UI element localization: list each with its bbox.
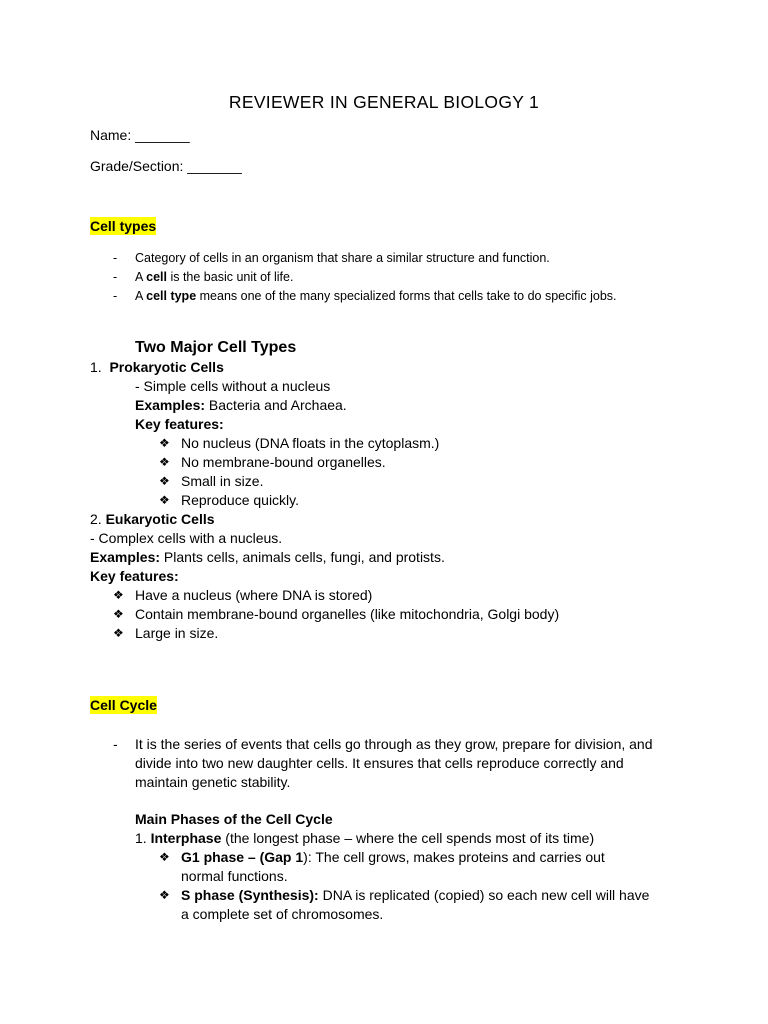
phases-heading: Main Phases of the Cell Cycle xyxy=(135,811,333,827)
prokaryotic-description: - Simple cells without a nucleus xyxy=(135,378,331,394)
document-page: REVIEWER IN GENERAL BIOLOGY 1 Name: _______ Grade/Section: _______ Cell types - Category of cells in an organism that share a similar structure and function. - A cell is the basic unit of life. - A cell type means one of the many specialized forms that cells take to do specific jobs. Two Major Cell Types 1. Prokaryotic Cells - Simple cells without a nucleus Examples: Bacteria and Archaea. Key features: ❖ No nucleus (DNA floats in the cytoplasm.) ❖ No membrane-bound organelles. ❖ Small in size. ❖ Reproduce quickly. 2. Eukaryotic Cells - Complex cells with a nucleus. Examples: Plants cells, animals cells, fungi, and protists. Key features: ❖ Have a nucleus (where DNA is stored) ❖ Contain membrane-bound organelles (like mitochondria, Golgi body) ❖ Large in size. Cell Cycle - It is the series of events that cells go through as they grow, prepare for division, and divide into two new daughter cells. It ensures that cells reproduce correctly and maintain genetic stability. Main Phases of the Cell Cycle 1. Interphase (the longest phase – where the cell spends most of its time) ❖ G1 phase – (Gap 1): The cell grows, makes proteins and carries out normal functions. ❖ S phase (Synthesis): DNA is replicated (copied) so each new cell will have a complete set of chromosomes. xyxy=(0,0,768,1024)
prokaryotic-features-label: Key features: xyxy=(135,416,224,432)
document-title: REVIEWER IN GENERAL BIOLOGY 1 xyxy=(228,92,540,112)
diamond-bullet-icon: ❖ xyxy=(113,626,124,640)
diamond-bullet-icon: ❖ xyxy=(159,888,170,902)
g1-phase-text: G1 phase – (Gap 1): The cell grows, makes proteins and carries out normal functions. xyxy=(181,849,605,884)
s-phase-text: S phase (Synthesis): DNA is replicated (copied) so each new cell will have a complete set of chromosomes. xyxy=(181,887,650,922)
eukaryotic-examples: Examples: Plants cells, animals cells, fungi, and protists. xyxy=(90,549,445,565)
cell-cycle-description: It is the series of events that cells go through as they grow, prepare for division, and divide into two new daughter cells. It ensures that cells reproduce correctly and maintain genetic stability. xyxy=(135,736,653,790)
diamond-bullet-icon: ❖ xyxy=(159,850,170,864)
eukaryotic-heading: 2. Eukaryotic Cells xyxy=(90,511,215,527)
diamond-bullet-icon: ❖ xyxy=(159,474,170,488)
diamond-bullet-icon: ❖ xyxy=(159,436,170,450)
eukaryotic-description: - Complex cells with a nucleus. xyxy=(90,530,283,546)
grade-section-line: Grade/Section: _______ xyxy=(90,158,242,174)
diamond-bullet-icon: ❖ xyxy=(113,607,124,621)
two-major-heading: Two Major Cell Types xyxy=(135,339,297,356)
diamond-bullet-icon: ❖ xyxy=(159,455,170,469)
eukaryotic-features-label: Key features: xyxy=(90,568,179,584)
cell-types-heading: Cell types xyxy=(90,218,157,234)
diamond-bullet-icon: ❖ xyxy=(113,588,124,602)
prokaryotic-examples: Examples: Bacteria and Archaea. xyxy=(135,397,347,413)
name-line: Name: _______ xyxy=(90,127,190,143)
cell-cycle-heading: Cell Cycle xyxy=(90,697,157,713)
prokaryotic-heading: 1. Prokaryotic Cells xyxy=(90,359,224,375)
interphase-heading: 1. Interphase (the longest phase – where the cell spends most of its time) xyxy=(135,830,595,846)
diamond-bullet-icon: ❖ xyxy=(159,493,170,507)
